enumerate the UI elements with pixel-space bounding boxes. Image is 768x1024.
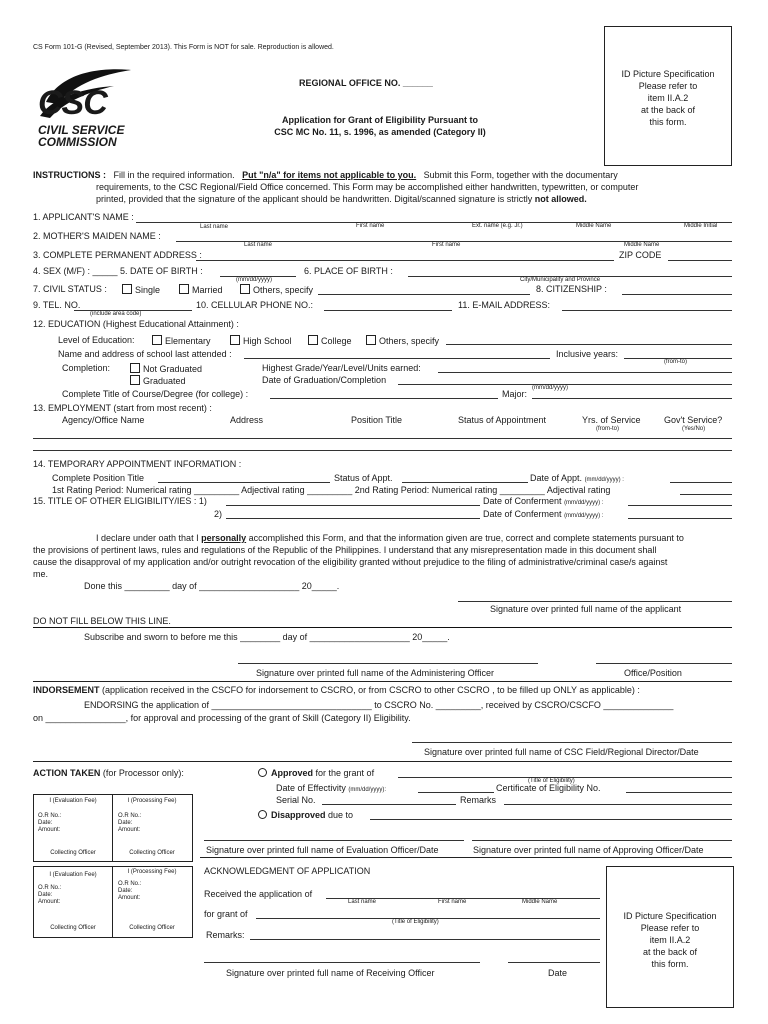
effectivity-field[interactable] <box>418 792 494 793</box>
school-field[interactable] <box>244 358 550 359</box>
applicant-signature-field[interactable] <box>458 601 732 602</box>
rating-periods: 1st Rating Period: Numerical rating _________ Adjectival rating _________ 2nd Rating Period: Numerical rating _________ Adjectival rating <box>52 485 611 495</box>
civil-status-married[interactable]: Married <box>179 284 223 295</box>
other-eligibility-1-field[interactable] <box>226 505 480 506</box>
form-number: CS Form 101-G (Revised, September 2013). This Form is NOT for sale. Reproduction is allowed. <box>33 44 334 51</box>
place-of-birth-label: 6. PLACE OF BIRTH : <box>304 266 393 276</box>
course-field[interactable] <box>270 398 498 399</box>
level-high-school[interactable]: High School <box>230 335 292 346</box>
on-line: on ________________, for approval and processing of the grant of Skill (Category II) Eligibility. <box>33 713 411 723</box>
date-appt-field[interactable] <box>670 482 732 483</box>
civil-status-single[interactable]: Single <box>122 284 160 295</box>
do-not-fill: DO NOT FILL BELOW THIS LINE. <box>33 616 171 626</box>
position-title-field[interactable] <box>158 482 330 483</box>
remarks-field[interactable] <box>504 804 732 805</box>
checkbox-icon <box>230 335 240 345</box>
completion-graduated[interactable]: Graduated <box>130 375 186 386</box>
instructions-line3: printed, provided that the signature of the applicant should be handwritten. Digital/scanned signature is strictly not allowed. <box>96 194 587 204</box>
director-signature-field[interactable] <box>412 742 732 743</box>
checkbox-icon <box>179 284 189 294</box>
major-field[interactable] <box>532 398 732 399</box>
divider <box>200 857 732 858</box>
indorsement: INDORSEMENT (application received in the CSCFO for indorsement to CSCRO, or from CSCRO to other CSCRO , to be filled up ONLY as applicable) : <box>33 685 640 695</box>
form-title-line1: Application for Grant of Eligibility Pursuant to <box>281 115 478 125</box>
csc-logo: CSC CIVIL SERVICE COMMISSION <box>36 62 136 158</box>
cellphone-label: 10. CELLULAR PHONE NO.: <box>196 300 314 310</box>
endorsing-line: ENDORSING the application of ________________________________ to CSCRO No. _________, received by CSCRO/CSCFO ______________ <box>84 700 674 710</box>
sex-dob-label: 4. SEX (M/F) : _____ 5. DATE OF BIRTH : <box>33 266 203 276</box>
id-picture-box[interactable]: ID Picture Specification Please refer to item II.A.2 at the back of this form. <box>604 26 732 166</box>
completion-not-graduated[interactable]: Not Graduated <box>130 363 202 374</box>
checkbox-icon <box>130 375 140 385</box>
level-college[interactable]: College <box>308 335 352 346</box>
applicant-name-label: 1. APPLICANT'S NAME : <box>33 212 134 222</box>
civil-status-others[interactable]: Others, specify <box>240 284 313 295</box>
citizenship-label: 8. CITIZENSHIP : <box>536 284 607 294</box>
other-eligibility-2-field[interactable] <box>226 518 480 519</box>
zip-code-field[interactable] <box>668 260 732 261</box>
adjectival-rating-2-field[interactable] <box>680 494 732 495</box>
checkbox-icon <box>308 335 318 345</box>
highest-grade-field[interactable] <box>438 372 732 373</box>
form-title-line2: CSC MC No. 11, s. 1996, as amended (Category II) <box>274 127 486 137</box>
temp-appointment-label: 14. TEMPORARY APPOINTMENT INFORMATION : <box>33 459 242 469</box>
conferment-2-field[interactable] <box>628 518 732 519</box>
citizenship-field[interactable] <box>622 294 732 295</box>
mothers-maiden-name-label: 2. MOTHER'S MAIDEN NAME : <box>33 231 161 241</box>
checkbox-icon <box>152 335 162 345</box>
checkbox-icon <box>240 284 250 294</box>
other-eligibility-label: 15. TITLE OF OTHER ELIGIBILITY/IES : 1) <box>33 496 207 506</box>
ack-date-field[interactable] <box>508 962 600 963</box>
level-others[interactable]: Others, specify <box>366 335 439 346</box>
employment-label: 13. EMPLOYMENT (start from most recent) : <box>33 403 212 413</box>
oath-line1: I declare under oath that I personally accomplished this Form, and that the information given are true, correct and complete statements pursuant to <box>96 533 684 543</box>
disapproved-reason-field[interactable] <box>370 819 732 820</box>
checkbox-icon <box>130 363 140 373</box>
status-appt-field[interactable] <box>402 482 528 483</box>
fee-boxes-upper: I (Evaluation Fee) I (Processing Fee) O.R No.: Date: Amount: O.R No.: Date: Amount: Collecting Officer Collecting Officer <box>33 794 193 862</box>
divider <box>33 761 732 762</box>
divider <box>33 681 732 682</box>
civil-status-specify-field[interactable] <box>318 294 530 295</box>
conferment-1-field[interactable] <box>628 505 732 506</box>
action-taken: ACTION TAKEN (for Processor only): <box>33 768 184 778</box>
serial-no-field[interactable] <box>322 804 456 805</box>
permanent-address-field[interactable] <box>196 260 614 261</box>
approved-option[interactable]: Approved for the grant of <box>258 768 374 778</box>
ack-remarks-field[interactable] <box>250 939 600 940</box>
cellphone-field[interactable] <box>324 310 452 311</box>
acknowledgment-title: ACKNOWLEDGMENT OF APPLICATION <box>204 866 371 876</box>
admin-signature-field[interactable] <box>238 663 538 664</box>
level-elementary[interactable]: Elementary <box>152 335 211 346</box>
permanent-address-label: 3. COMPLETE PERMANENT ADDRESS : <box>33 250 202 260</box>
receiving-signature-field[interactable] <box>204 962 480 963</box>
evaluation-signature-field[interactable] <box>204 840 464 841</box>
checkbox-icon <box>366 335 376 345</box>
education-label: 12. EDUCATION (Highest Educational Attainment) : <box>33 319 239 329</box>
id-picture-box-lower[interactable]: ID Picture Specification Please refer to item II.A.2 at the back of this form. <box>606 866 734 1008</box>
tel-no-label: 9. TEL. NO. <box>33 300 81 310</box>
subscribe-sworn: Subscribe and sworn to before me this ________ day of ____________________ 20_____. <box>84 632 450 642</box>
email-field[interactable] <box>562 310 732 311</box>
email-label: 11. E-MAIL ADDRESS: <box>458 300 551 310</box>
checkbox-icon <box>122 284 132 294</box>
fee-boxes-lower: I (Evaluation Fee) I (Processing Fee) O.R No.: Date: Amount: O.R No.: Date: Amount: Collecting Officer Collecting Officer <box>33 866 193 938</box>
regional-office: REGIONAL OFFICE NO. ______ <box>299 78 433 88</box>
employment-row-1[interactable] <box>33 438 732 439</box>
approving-signature-field[interactable] <box>472 840 732 841</box>
certificate-no-field[interactable] <box>626 792 732 793</box>
level-others-field[interactable] <box>446 344 732 345</box>
applicant-name-field[interactable] <box>136 222 732 223</box>
employment-row-2[interactable] <box>33 450 732 451</box>
instructions: INSTRUCTIONS : Fill in the required information. Put "n/a" for items not applicable to you. Submit this Form, together with the documentary <box>33 170 618 180</box>
instructions-line2: requirements, to the CSC Regional/Field Office concerned. This Form may be accomplished either handwritten, typewritten, or computer <box>96 182 639 192</box>
radio-icon <box>258 768 267 777</box>
disapproved-option[interactable]: Disapproved due to <box>258 810 353 820</box>
done-this: Done this _________ day of ____________________ 20_____. <box>84 581 340 591</box>
civil-status-label: 7. CIVIL STATUS : <box>33 284 107 294</box>
divider <box>33 627 732 628</box>
office-position-field[interactable] <box>596 663 732 664</box>
radio-icon <box>258 810 267 819</box>
